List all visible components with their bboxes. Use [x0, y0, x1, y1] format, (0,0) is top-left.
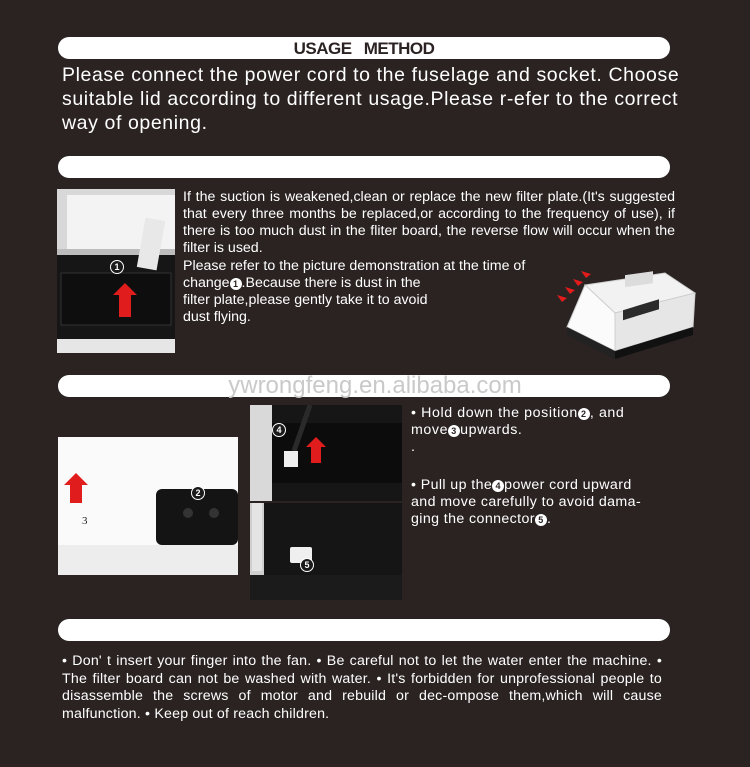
filter-paragraph-1: If the suction is weakened,clean or replace the new filter plate.(It's suggested that every three months be replaced,or according to the frequency of use), if there is too much dust in the fliter board, the reverse flow will occur when the filter is used. [183, 189, 675, 256]
step-2-line-2: and move carefully to avoid dama- [411, 494, 642, 510]
change-word: change [183, 275, 230, 291]
marker-4: 4 [272, 423, 286, 437]
step-1-part-a: • Hold down the position [411, 405, 578, 421]
step-1-line-1 [411, 405, 666, 422]
step-1-part-b: , and [589, 405, 625, 421]
filter-replacement-photo [57, 189, 175, 353]
change-after-text: .Because there is dust in the [241, 275, 421, 291]
device-illustration [555, 265, 700, 365]
step-2-line-1 [411, 477, 666, 494]
step-2-part-b: power cord upward [504, 477, 632, 493]
filter-paragraph-2-line-1: Please refer to the picture demonstration at the time of [183, 258, 526, 274]
step-1-part-c: move [411, 422, 449, 438]
step-hold-down [411, 405, 666, 456]
section-divider-filter [58, 156, 670, 178]
marker-3-inline: 3 [448, 425, 460, 437]
connector-photo-top [250, 405, 402, 501]
step-1-part-d: upwards. [460, 422, 523, 438]
step-1-line-2 [411, 422, 666, 439]
filter-paragraph-2-line-4: dust flying. [183, 309, 251, 325]
step-2-line-3 [411, 511, 666, 528]
marker-5-inline: 5 [535, 514, 547, 526]
marker-4-inline: 4 [492, 480, 504, 492]
lid-photo [58, 437, 238, 575]
watermark: ywrongfeng.en.alibaba.com [228, 372, 522, 399]
step-pull-up [411, 477, 666, 528]
photo-label-3: 3 [82, 515, 88, 527]
step-1-line-3: . [411, 439, 416, 455]
marker-5: 5 [300, 558, 314, 572]
marker-1-inline: 1 [230, 278, 242, 290]
filter-paragraph-2-line-2 [183, 275, 603, 292]
page-title: USAGE METHOD [293, 39, 435, 58]
filter-paragraph-2 [183, 258, 603, 326]
intro-text: Please connect the power cord to the fuselage and socket. Choose suitable lid according to different usage.Please r-efer to the correct way of opening. [62, 64, 680, 134]
marker-2-inline: 2 [578, 408, 590, 420]
usage-method-header [58, 37, 670, 59]
marker-1: 1 [110, 260, 124, 274]
step-2-part-d: ging the connector [411, 511, 535, 527]
marker-2: 2 [191, 486, 205, 500]
step-2-part-a: • Pull up the [411, 477, 493, 493]
safety-notes: • Don' t insert your finger into the fan. • Be careful not to let the water enter the machine. • The filter board can not be washed with water. • It's forbidden for unprofessional people to disassemble the screws of motor and rebuild or dec-ompose them,which will cause malfunction. • Keep out of reach children. [62, 653, 662, 722]
filter-paragraph-2-line-3: filter plate,please gently take it to avoid [183, 292, 428, 308]
connector-photo-bottom [250, 503, 402, 600]
section-divider-notes [58, 619, 670, 641]
step-2-part-e: . [546, 511, 552, 527]
